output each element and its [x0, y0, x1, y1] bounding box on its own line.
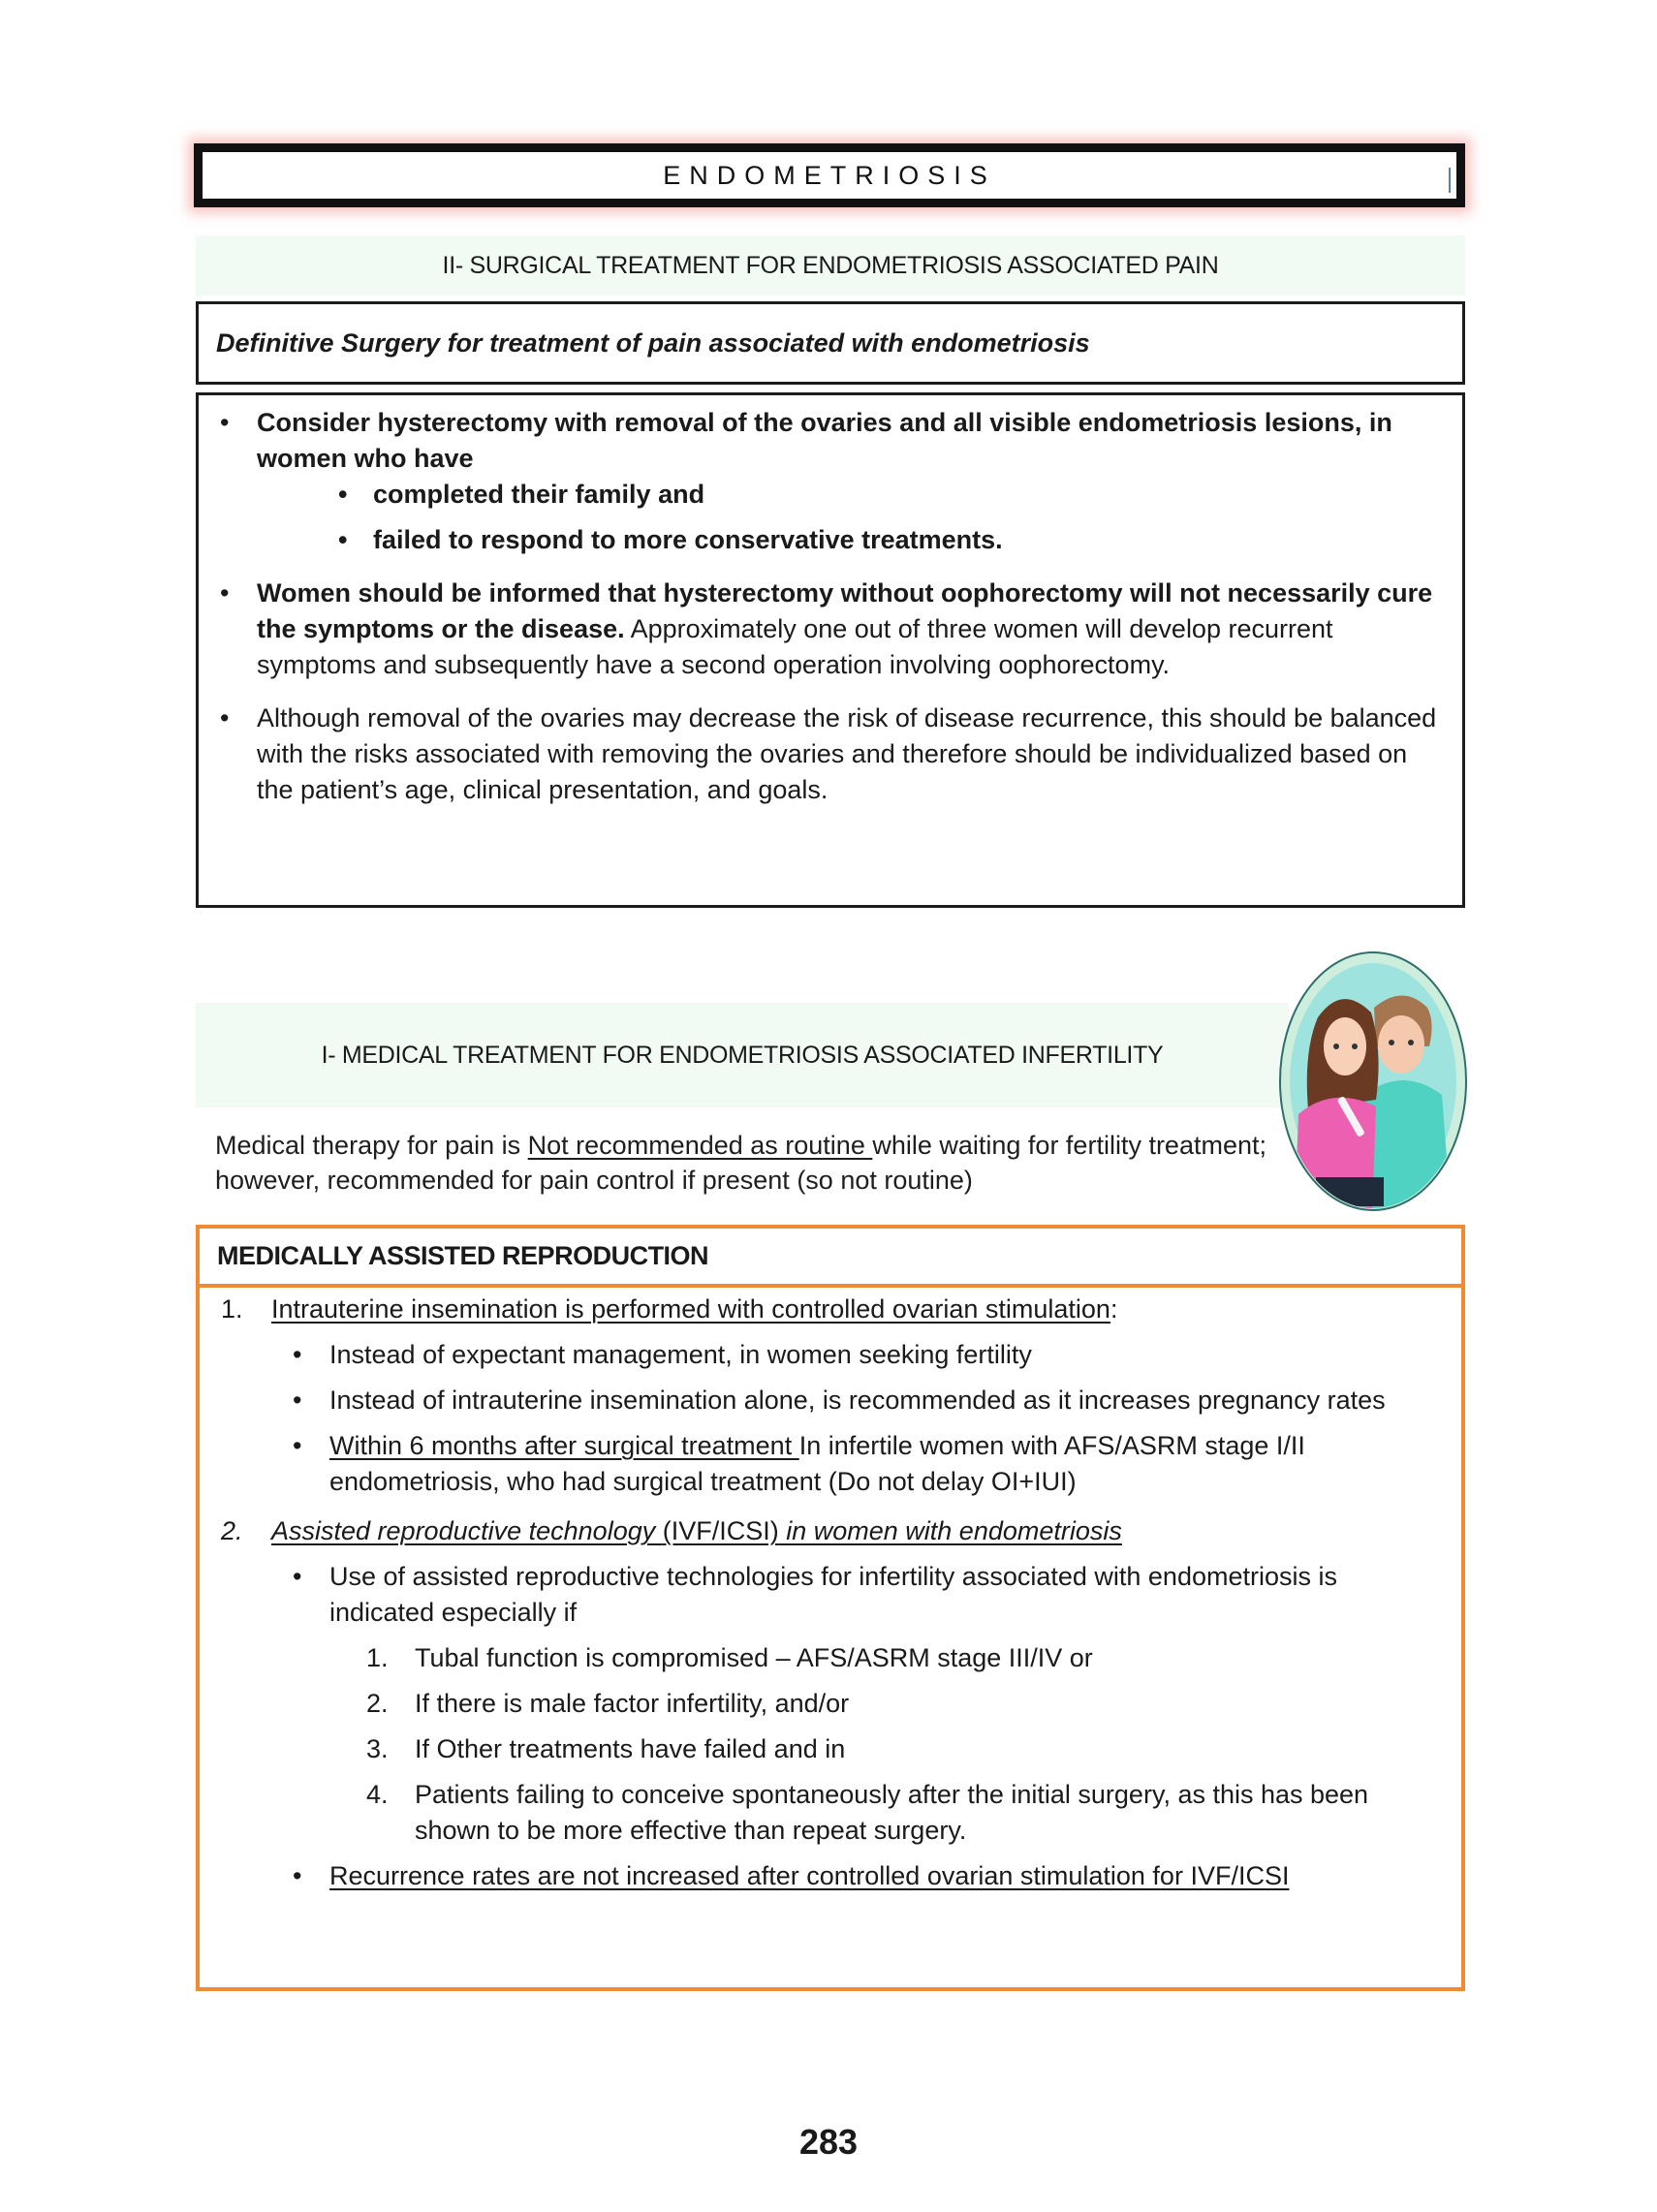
- item-number: 2.: [221, 1516, 243, 1545]
- item-title: in women with endometriosis: [778, 1516, 1122, 1545]
- chapter-title-box: [194, 143, 1465, 207]
- list-item: [213, 1292, 1438, 1500]
- list-item: [212, 405, 1439, 558]
- sub-bullet-list: [257, 477, 1439, 558]
- bullet-text: Approximately one out of three women will develop recurrent symptoms and subsequently have a second operation involving oophorectomy.: [257, 614, 1333, 679]
- item-number: 2.: [366, 1689, 389, 1718]
- item-title: Intrauterine insemination is performed with controlled ovarian stimulation: [271, 1294, 1110, 1324]
- list-item: • Instead of intrauterine insemination alone, is recommended as it increases pregnancy rates: [271, 1383, 1438, 1418]
- couple-illustration: [1277, 950, 1469, 1213]
- paragraph-text: Medical therapy for pain is: [215, 1131, 528, 1160]
- mar-title: MEDICALLY ASSISTED REPRODUCTION: [217, 1241, 709, 1270]
- list-item: [213, 1513, 1438, 1894]
- mar-header-box: [196, 1225, 1465, 1288]
- item-text: Tubal function is compromised – AFS/ASRM stage III/IV or: [415, 1643, 1093, 1672]
- page-number: 283: [798, 2122, 859, 2162]
- mar-content-box: [196, 1284, 1465, 1991]
- definitive-surgery-header: [196, 301, 1465, 385]
- item-number: 3.: [366, 1734, 389, 1763]
- list-item: [329, 1686, 1438, 1722]
- section-band-surgical: [196, 235, 1465, 296]
- decorative-tick: [1449, 168, 1451, 193]
- couple-pregnancy-test-icon: [1277, 950, 1469, 1213]
- list-item: [212, 576, 1439, 683]
- list-item: [329, 1777, 1438, 1849]
- list-item: [329, 1640, 1438, 1676]
- section-title-medical: I- MEDICAL TREATMENT FOR ENDOMETRIOSIS ASSOCIATED INFERTILITY: [321, 1041, 1164, 1069]
- bullet-text: Recurrence rates are not increased after controlled ovarian stimulation for IVF/ICSI: [329, 1861, 1290, 1890]
- art-bullet-list: [271, 1559, 1438, 1894]
- item-title: Assisted reproductive technology: [271, 1516, 663, 1545]
- chapter-title: ENDOMETRIOSIS: [663, 160, 996, 190]
- section-band-medical: [196, 1003, 1289, 1107]
- bullet-text: Use of assisted reproductive technologies for infertility associated with endometriosis is indicated especially if: [329, 1562, 1337, 1627]
- item-number: 1.: [366, 1643, 389, 1672]
- bullet-text: In infertile women with AFS/ASRM stage I/II endometriosis, who had surgical treatment (Do not delay OI+IUI): [329, 1431, 1305, 1496]
- medical-therapy-paragraph: [215, 1128, 1300, 1198]
- list-item: [212, 701, 1439, 808]
- bullet-text: Although removal of the ovaries may decrease the risk of disease recurrence, this should be balanced with the risks associated with removing the ovaries and therefore should be individualized based on the patient’s age, clinical presentation, and goals.: [257, 703, 1437, 804]
- paragraph-emphasis: Not recommended as routine: [527, 1131, 873, 1160]
- list-item: [271, 1428, 1438, 1500]
- bullet-text: Consider hysterectomy with removal of the ovaries and all visible endometriosis lesions, in women who have: [257, 408, 1392, 473]
- item-text: If Other treatments have failed and in: [415, 1734, 846, 1763]
- definitive-surgery-title: Definitive Surgery for treatment of pain associated with endometriosis: [216, 327, 1090, 358]
- indication-list: [329, 1640, 1438, 1849]
- item-number: 4.: [366, 1780, 389, 1809]
- item-number: 1.: [221, 1294, 243, 1324]
- item-title-suffix: :: [1110, 1294, 1118, 1324]
- surgical-content-box: [196, 392, 1465, 908]
- iui-bullet-list: [271, 1337, 1438, 1500]
- section-title-surgical: II- SURGICAL TREATMENT FOR ENDOMETRIOSIS ASSOCIATED PAIN: [442, 251, 1219, 279]
- list-item: [271, 1858, 1438, 1894]
- list-item: • completed their family and: [257, 477, 1439, 513]
- item-title: (IVF/ICSI): [662, 1516, 779, 1545]
- mar-numbered-list: [213, 1292, 1438, 1894]
- list-item: • Instead of expectant management, in women seeking fertility: [271, 1337, 1438, 1373]
- item-text: If there is male factor infertility, and/or: [415, 1689, 850, 1718]
- list-item: • failed to respond to more conservative treatments.: [257, 522, 1439, 558]
- surgical-bullet-list: [212, 405, 1439, 808]
- paragraph-text: while waiting for fertility treatment; however, recommended for pain control if present (so not routine): [215, 1131, 1266, 1195]
- item-text: Patients failing to conceive spontaneously after the initial surgery, as this has been shown to be more effective than repeat surgery.: [415, 1780, 1369, 1845]
- bullet-bold-text: Women should be informed that hysterectomy without oophorectomy will not necessarily cure the symptoms or the disease.: [257, 578, 1433, 643]
- list-item: [329, 1731, 1438, 1767]
- list-item: [271, 1559, 1438, 1849]
- bullet-emphasis: Within 6 months after surgical treatment: [329, 1431, 799, 1460]
